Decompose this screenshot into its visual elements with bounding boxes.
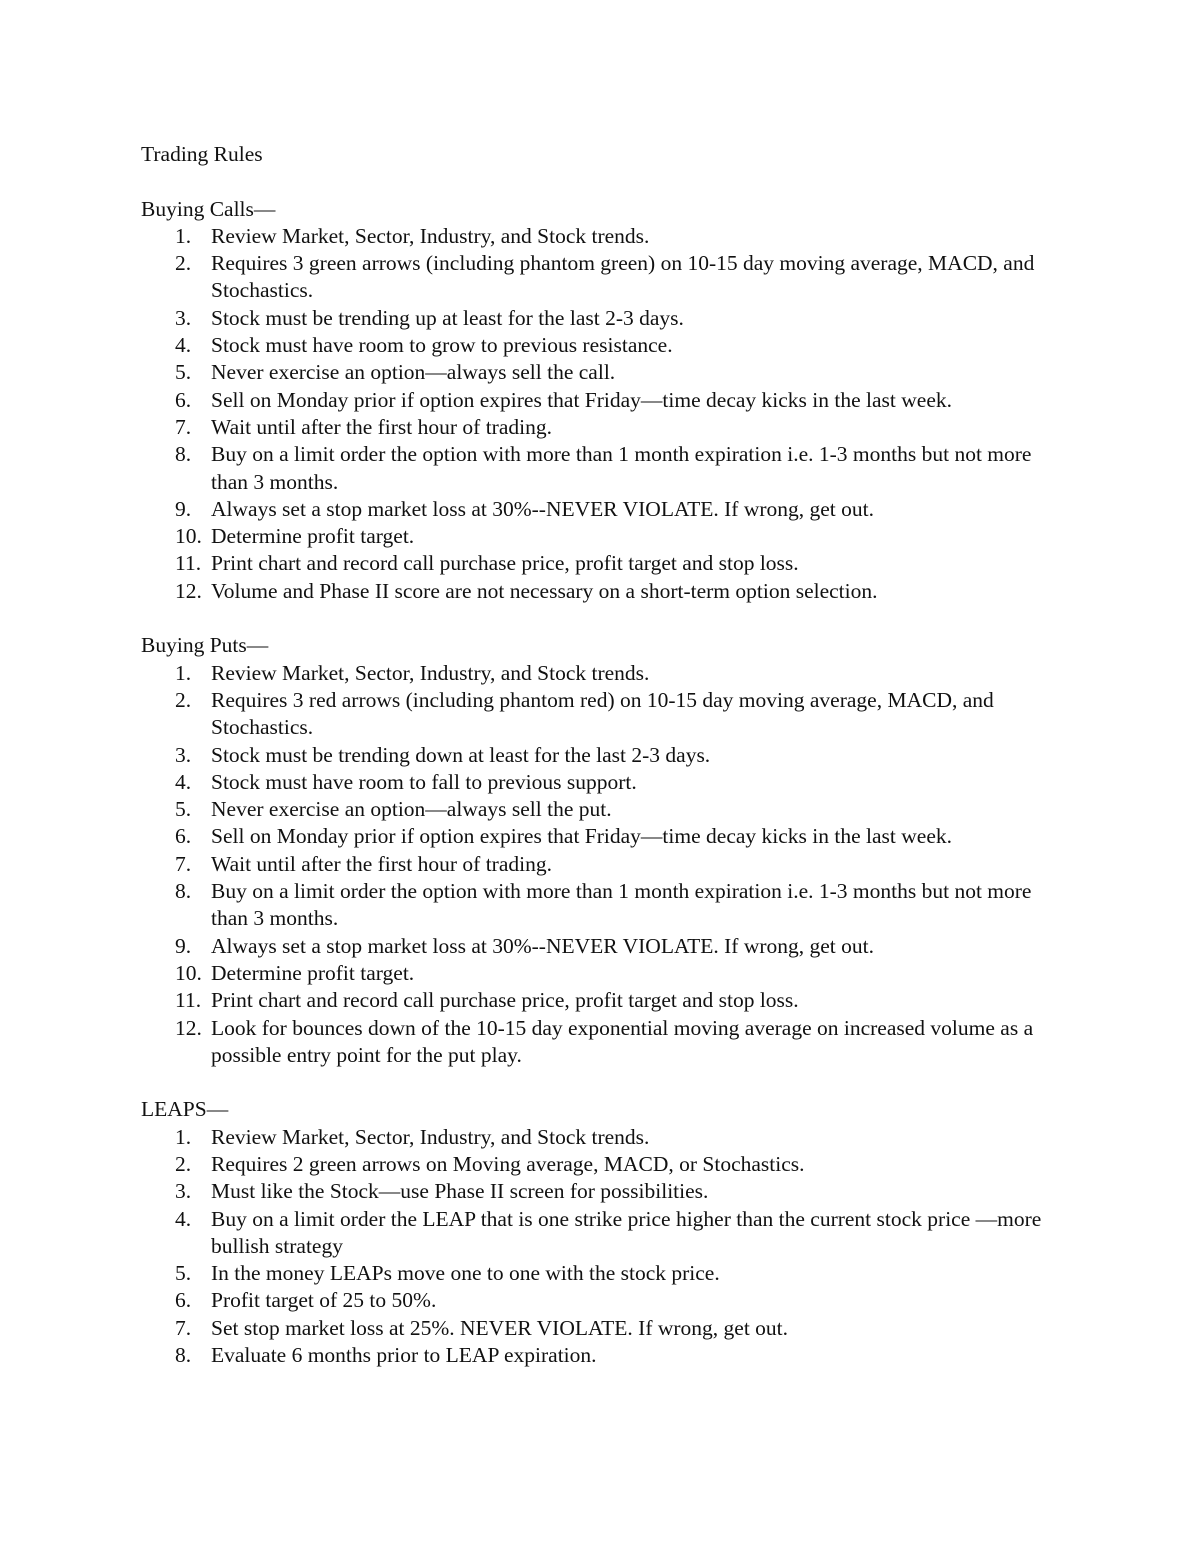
list-item-text: Review Market, Sector, Industry, and Stock trends. <box>211 223 650 248</box>
list-item-text: Always set a stop market loss at 30%--NEVER VIOLATE. If wrong, get out. <box>211 933 874 958</box>
list-item-number: 5. <box>175 797 192 822</box>
list-item-number: 2. <box>175 1151 192 1176</box>
rules-section <box>141 632 1071 1069</box>
list-item-text: Sell on Monday prior if option expires that Friday—time decay kicks in the last week. <box>211 824 952 849</box>
list-item-number: 7. <box>175 851 192 876</box>
list-item-number: 12. <box>175 1015 202 1040</box>
list-item <box>141 960 1071 987</box>
list-item-text: Look for bounces down of the 10-15 day exponential moving average on increased volume as a possible entry point for the put play. <box>211 1015 1034 1067</box>
list-item-number: 10. <box>175 524 202 549</box>
list-item <box>141 987 1071 1014</box>
list-item-text: Stock must be trending up at least for the last 2-3 days. <box>211 305 684 330</box>
list-item-number: 6. <box>175 387 192 412</box>
section-heading: Buying Puts— <box>141 633 269 658</box>
list-item-text: Requires 2 green arrows on Moving average, MACD, or Stochastics. <box>211 1151 805 1176</box>
list-item-number: 9. <box>175 933 192 958</box>
list-item-number: 7. <box>175 414 192 439</box>
list-item <box>141 1124 1071 1151</box>
list-item-number: 7. <box>175 1315 192 1340</box>
list-item <box>141 1178 1071 1205</box>
list-item-number: 8. <box>175 1343 192 1368</box>
document-title: Trading Rules <box>141 142 263 166</box>
section-heading: LEAPS— <box>141 1097 229 1122</box>
list-item-text: Evaluate 6 months prior to LEAP expiration. <box>211 1343 597 1368</box>
list-item-text: Determine profit target. <box>211 960 415 985</box>
list-item-text: Buy on a limit order the option with more than 1 month expiration i.e. 1-3 months but not more than 3 months. <box>211 879 1032 931</box>
list-item-text: Must like the Stock—use Phase II screen for possibilities. <box>211 1179 709 1204</box>
list-item-number: 3. <box>175 305 192 330</box>
sections-container <box>141 196 1071 1370</box>
list-item-text: Determine profit target. <box>211 524 415 549</box>
list-item <box>141 305 1071 332</box>
list-item-text: Buy on a limit order the option with more than 1 month expiration i.e. 1-3 months but not more than 3 months. <box>211 442 1032 494</box>
list-item <box>141 796 1071 823</box>
list-item-number: 3. <box>175 1179 192 1204</box>
list-item <box>141 851 1071 878</box>
rules-section <box>141 1096 1071 1369</box>
list-item <box>141 550 1071 577</box>
list-item <box>141 769 1071 796</box>
list-item <box>141 496 1071 523</box>
list-item <box>141 523 1071 550</box>
list-item-number: 2. <box>175 251 192 276</box>
list-item <box>141 578 1071 605</box>
list-item-text: Stock must be trending down at least for the last 2-3 days. <box>211 742 711 767</box>
list-item <box>141 441 1071 496</box>
list-item-text: Stock must have room to fall to previous support. <box>211 769 637 794</box>
list-item-text: Stock must have room to grow to previous resistance. <box>211 333 673 358</box>
list-item <box>141 1315 1071 1342</box>
list-item <box>141 742 1071 769</box>
list-item <box>141 1260 1071 1287</box>
list-item-text: Wait until after the first hour of trading. <box>211 414 552 439</box>
list-item <box>141 1151 1071 1178</box>
list-item <box>141 1287 1071 1314</box>
list-item-number: 4. <box>175 769 192 794</box>
list-item <box>141 823 1071 850</box>
list-item <box>141 933 1071 960</box>
list-item <box>141 1015 1071 1070</box>
list-item-text: Buy on a limit order the LEAP that is one strike price higher than the current stock price —more bullish strategy <box>211 1206 1042 1258</box>
section-heading: Buying Calls— <box>141 196 276 221</box>
list-item-text: Never exercise an option—always sell the put. <box>211 797 612 822</box>
list-item-text: In the money LEAPs move one to one with the stock price. <box>211 1261 720 1286</box>
list-item-number: 6. <box>175 1288 192 1313</box>
rules-list <box>141 223 1071 605</box>
list-item-number: 12. <box>175 578 202 603</box>
list-item-text: Review Market, Sector, Industry, and Stock trends. <box>211 1124 650 1149</box>
list-item-number: 5. <box>175 1261 192 1286</box>
list-item-text: Always set a stop market loss at 30%--NEVER VIOLATE. If wrong, get out. <box>211 496 874 521</box>
list-item-text: Profit target of 25 to 50%. <box>211 1288 437 1313</box>
list-item-number: 5. <box>175 360 192 385</box>
list-item <box>141 332 1071 359</box>
list-item-number: 10. <box>175 960 202 985</box>
list-item-text: Review Market, Sector, Industry, and Stock trends. <box>211 660 650 685</box>
list-item-number: 9. <box>175 496 192 521</box>
list-item <box>141 1342 1071 1369</box>
list-item-text: Requires 3 green arrows (including phantom green) on 10-15 day moving average, MACD, and Stochastics. <box>211 251 1035 303</box>
list-item-number: 8. <box>175 442 192 467</box>
list-item-text: Requires 3 red arrows (including phantom red) on 10-15 day moving average, MACD, and Stochastics. <box>211 687 994 740</box>
list-item-text: Set stop market loss at 25%. NEVER VIOLATE. If wrong, get out. <box>211 1315 789 1340</box>
document-page <box>141 141 1071 1397</box>
rules-list <box>141 1124 1071 1370</box>
list-item-number: 4. <box>175 333 192 358</box>
list-item-number: 1. <box>175 660 192 685</box>
list-item-text: Never exercise an option—always sell the call. <box>211 360 616 385</box>
list-item-number: 4. <box>175 1206 192 1231</box>
list-item-number: 11. <box>175 551 202 576</box>
list-item-number: 11. <box>175 988 202 1013</box>
list-item-text: Wait until after the first hour of trading. <box>211 851 552 876</box>
rules-list <box>141 660 1071 1069</box>
list-item-number: 3. <box>175 742 192 767</box>
list-item <box>141 387 1071 414</box>
list-item <box>141 1206 1071 1261</box>
list-item <box>141 660 1071 687</box>
list-item-number: 1. <box>175 223 192 248</box>
list-item-number: 1. <box>175 1124 192 1149</box>
list-item <box>141 250 1071 305</box>
list-item <box>141 687 1071 742</box>
list-item-number: 2. <box>175 687 192 712</box>
list-item-number: 6. <box>175 824 192 849</box>
list-item <box>141 414 1071 441</box>
list-item <box>141 359 1071 386</box>
list-item-text: Sell on Monday prior if option expires that Friday—time decay kicks in the last week. <box>211 387 952 412</box>
list-item-text: Volume and Phase II score are not necessary on a short-term option selection. <box>211 578 878 603</box>
list-item-number: 8. <box>175 879 192 904</box>
list-item <box>141 878 1071 933</box>
list-item-text: Print chart and record call purchase price, profit target and stop loss. <box>211 551 799 576</box>
rules-section <box>141 196 1071 605</box>
list-item-text: Print chart and record call purchase price, profit target and stop loss. <box>211 988 799 1013</box>
list-item <box>141 223 1071 250</box>
